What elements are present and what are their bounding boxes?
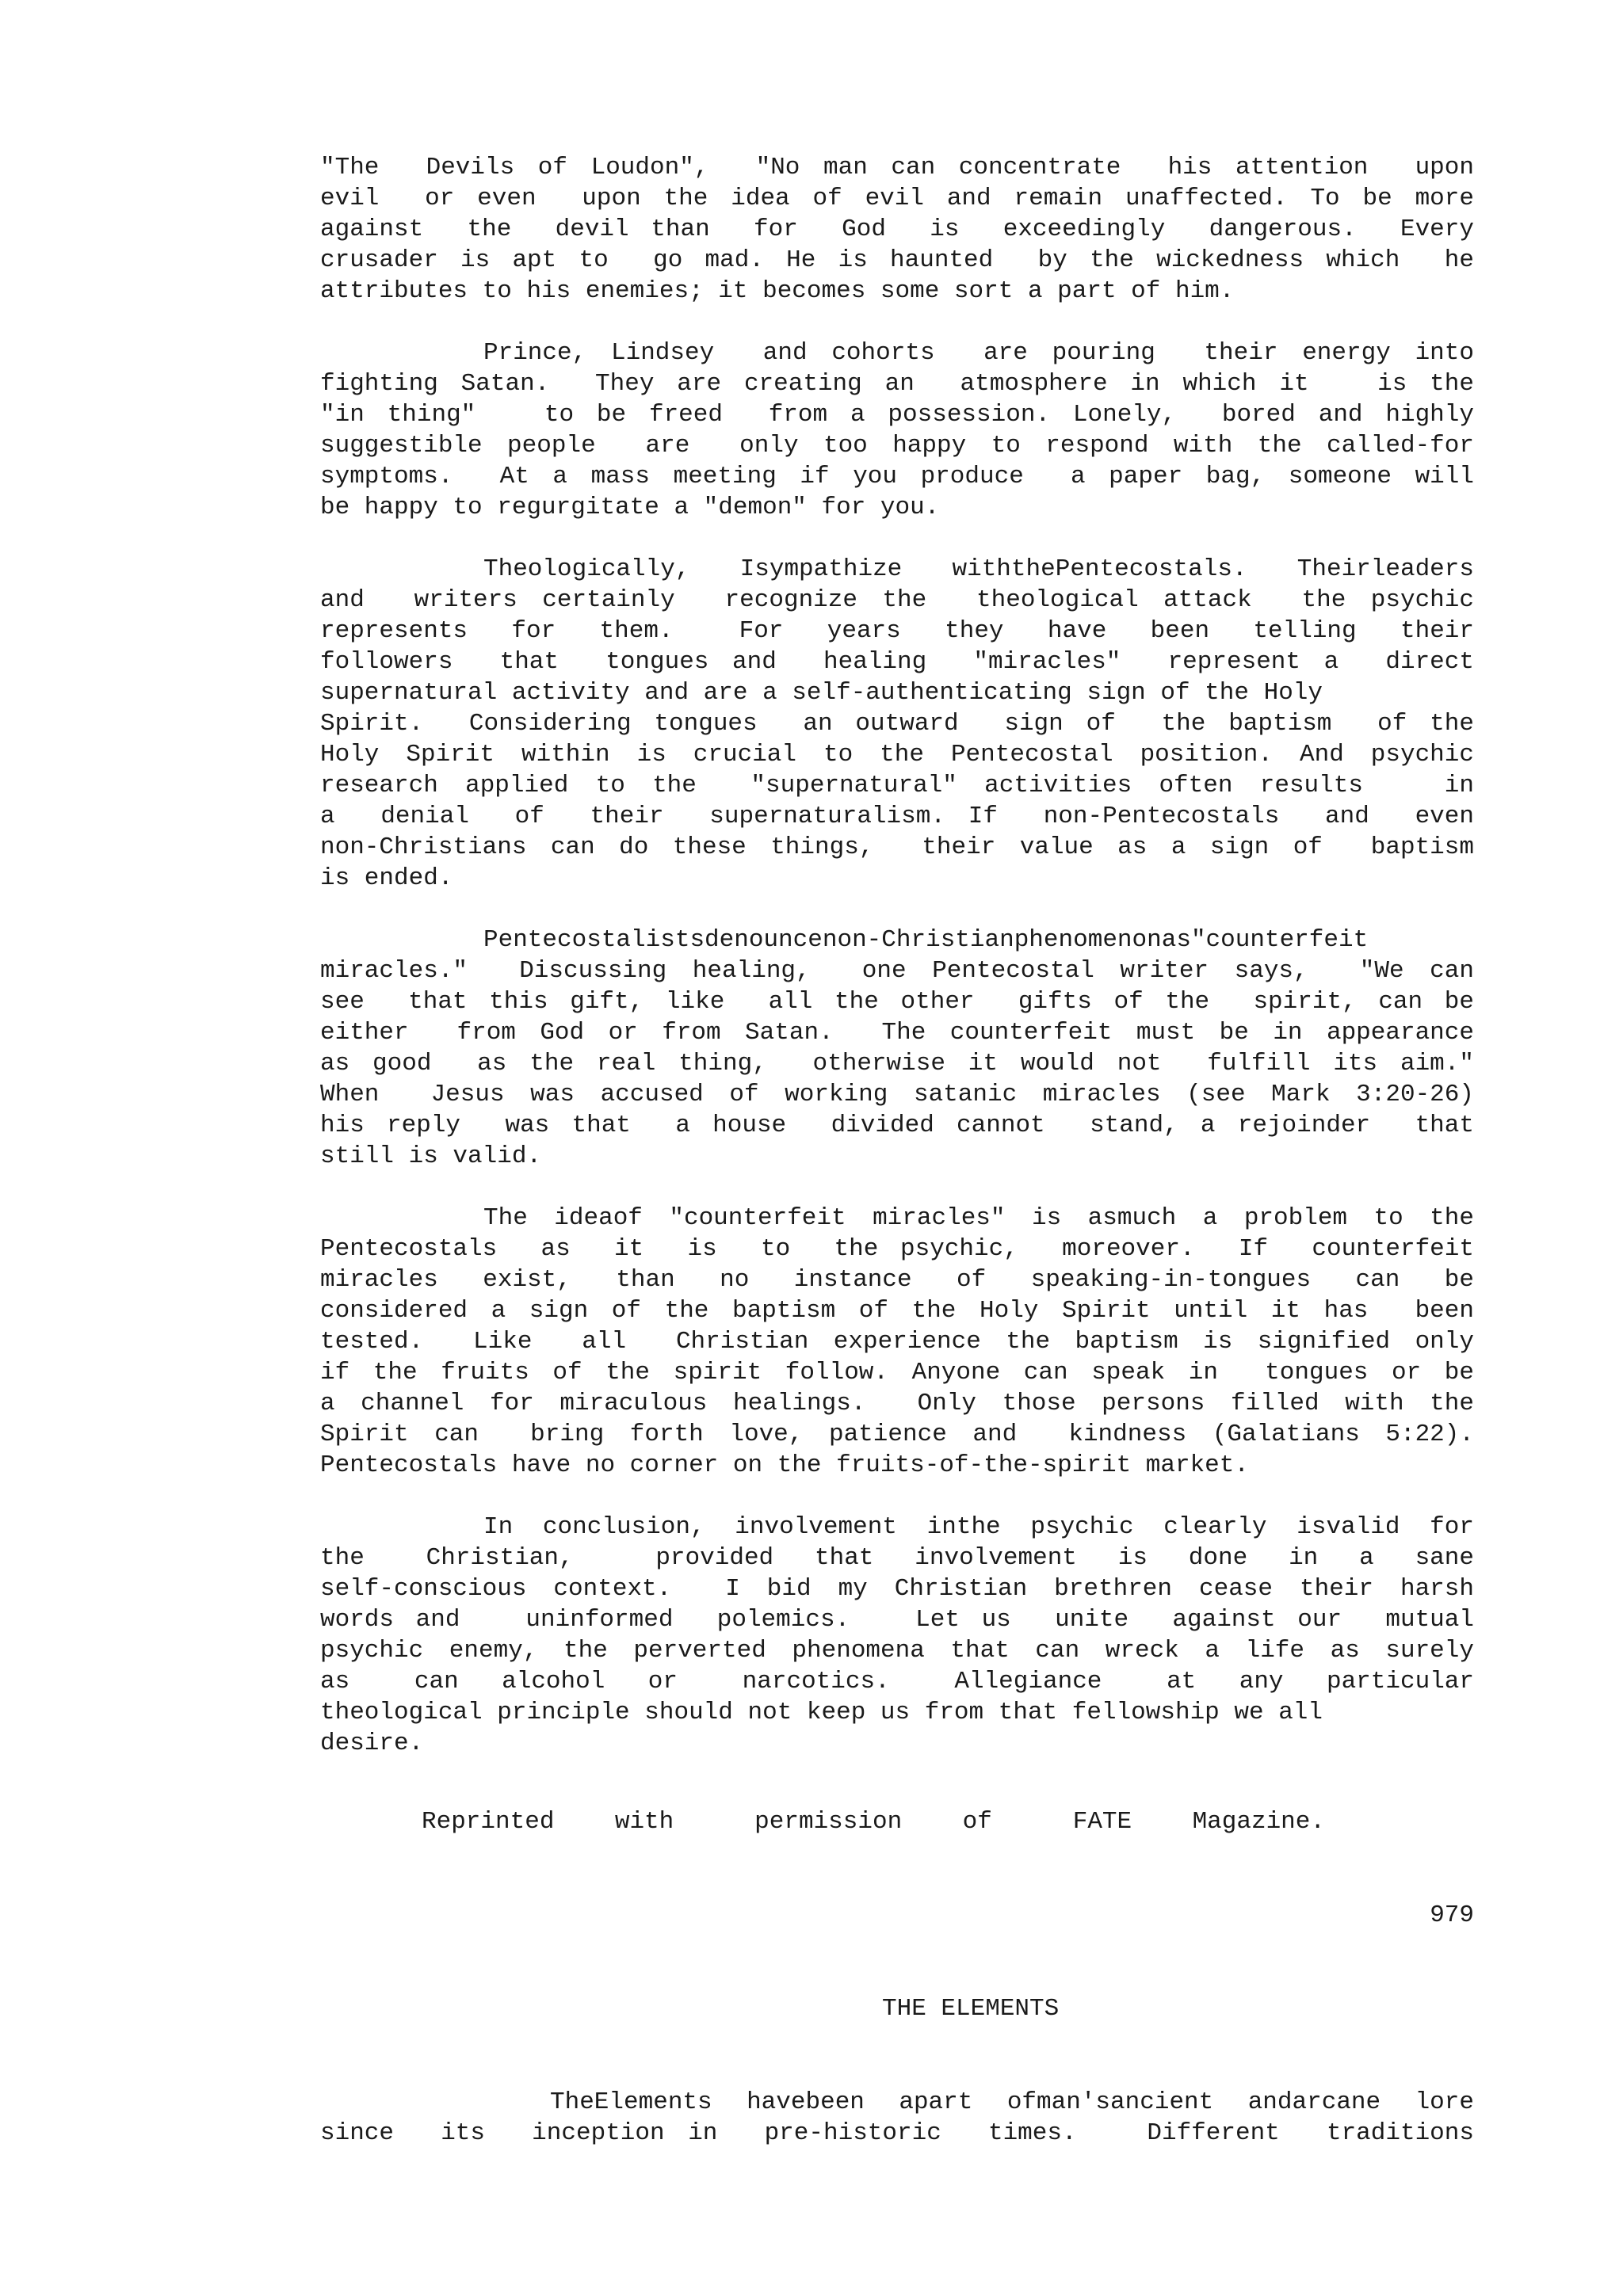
paragraph-3 <box>320 554 1474 894</box>
text-line: Prince, Lindsey and cohorts are pouring their energy into <box>483 339 1474 367</box>
text-line: The ideaof "counterfeit miracles" is asmuch a problem to the <box>483 1204 1474 1232</box>
text-line: theological principle should not keep us from that fellowship we all <box>320 1699 1323 1726</box>
paragraph-2 <box>320 338 1474 523</box>
text-line: either from God or from Satan. The counterfeit must be in appearance <box>320 1019 1474 1047</box>
text-line: Pentecostalistsdenouncenon-Christianphenomenonas"counterfeit <box>483 926 1369 954</box>
text-line: crusader is apt to go mad. He is haunted by the wickedness which he <box>320 246 1474 274</box>
text-line: In conclusion, involvement inthe psychic clearly isvalid for <box>483 1513 1474 1541</box>
text-line: "The Devils of Loudon", "No man can concentrate his attention upon <box>320 154 1474 181</box>
paragraph-5 <box>320 1203 1474 1481</box>
article-body <box>320 152 1474 1790</box>
text-line: words and uninformed polemics. Let us unite against our mutual <box>320 1606 1474 1634</box>
text-line: supernatural activity and are a self-authenticating sign of the Holy <box>320 679 1323 707</box>
text-line: When Jesus was accused of working satanic miracles (see Mark 3:20-26) <box>320 1081 1474 1108</box>
text-line: Holy Spirit within is crucial to the Pentecostal position. And psychic <box>320 741 1474 769</box>
text-line: Spirit can bring forth love, patience and kindness (Galatians 5:22). <box>320 1421 1474 1448</box>
text-line: miracles exist, than no instance of speaking-in-tongues can be <box>320 1266 1474 1294</box>
text-line: desire. <box>320 1730 424 1757</box>
paragraph-6 <box>320 1512 1474 1759</box>
text-line: non-Christians can do these things, their value as a sign of baptism <box>320 833 1474 861</box>
text-line: the Christian, provided that involvement is done in a sane <box>320 1544 1474 1572</box>
text-line: as good as the real thing, otherwise it would not fulfill its aim." <box>320 1050 1474 1077</box>
text-line: a channel for miraculous healings. Only those persons filled with the <box>320 1390 1474 1417</box>
text-line: suggestible people are only too happy to respond with the called-for <box>320 432 1474 460</box>
paragraph-1 <box>320 152 1474 307</box>
text-line: be happy to regurgitate a "demon" for you. <box>320 494 940 521</box>
text-line: Theologically, Isympathize withthePentecostals. Theirleaders <box>483 555 1474 583</box>
text-line: research applied to the "supernatural" activities often results in <box>320 772 1474 799</box>
text-line: Pentecostals have no corner on the fruits-of-the-spirit market. <box>320 1451 1249 1479</box>
text-line: evil or even upon the idea of evil and remain unaffected. To be more <box>320 185 1474 212</box>
text-line: still is valid. <box>320 1142 542 1170</box>
text-line: as can alcohol or narcotics. Allegiance at any particular <box>320 1668 1474 1695</box>
text-line: if the fruits of the spirit follow. Anyone can speak in tongues or be <box>320 1359 1474 1386</box>
text-line: symptoms. At a mass meeting if you produce a paper bag, someone will <box>320 463 1474 490</box>
text-line: Pentecostals as it is to the psychic, moreover. If counterfeit <box>320 1235 1474 1263</box>
page-number: 979 <box>1430 1901 1474 1929</box>
text-line: is ended. <box>320 864 453 892</box>
text-line: attributes to his enemies; it becomes some sort a part of him. <box>320 277 1235 305</box>
text-line: fighting Satan. They are creating an atmosphere in which it is the <box>320 370 1474 398</box>
text-line: followers that tongues and healing "miracles" represent a direct <box>320 648 1474 676</box>
text-line: and writers certainly recognize the theological attack the psychic <box>320 586 1474 614</box>
text-line: TheElements havebeen apart ofman'sancient andarcane lore <box>550 2088 1474 2116</box>
text-line: see that this gift, like all the other gifts of the spirit, can be <box>320 988 1474 1016</box>
section-body <box>320 2087 1474 2149</box>
reprint-note: Reprinted with permission of FATE Magazine. <box>422 1808 1325 1836</box>
text-line: "in thing" to be freed from a possession. Lonely, bored and highly <box>320 401 1474 429</box>
text-line: since its inception in pre-historic times. Different traditions <box>320 2119 1474 2147</box>
text-line: Spirit. Considering tongues an outward sign of the baptism of the <box>320 710 1474 738</box>
paragraph-4 <box>320 925 1474 1172</box>
text-line: tested. Like all Christian experience the baptism is signified only <box>320 1328 1474 1356</box>
text-line: considered a sign of the baptism of the Holy Spirit until it has been <box>320 1297 1474 1325</box>
text-line: his reply was that a house divided cannot stand, a rejoinder that <box>320 1112 1474 1139</box>
text-line: miracles." Discussing healing, one Pentecostal writer says, "We can <box>320 957 1474 985</box>
text-line: against the devil than for God is exceedingly dangerous. Every <box>320 215 1474 243</box>
text-line: represents for them. For years they have been telling their <box>320 617 1474 645</box>
section-heading: THE ELEMENTS <box>882 1995 1060 2023</box>
text-line: a denial of their supernaturalism. If non-Pentecostals and even <box>320 803 1474 830</box>
text-line: self-conscious context. I bid my Christian brethren cease their harsh <box>320 1575 1474 1603</box>
text-line: psychic enemy, the perverted phenomena that can wreck a life as surely <box>320 1637 1474 1665</box>
